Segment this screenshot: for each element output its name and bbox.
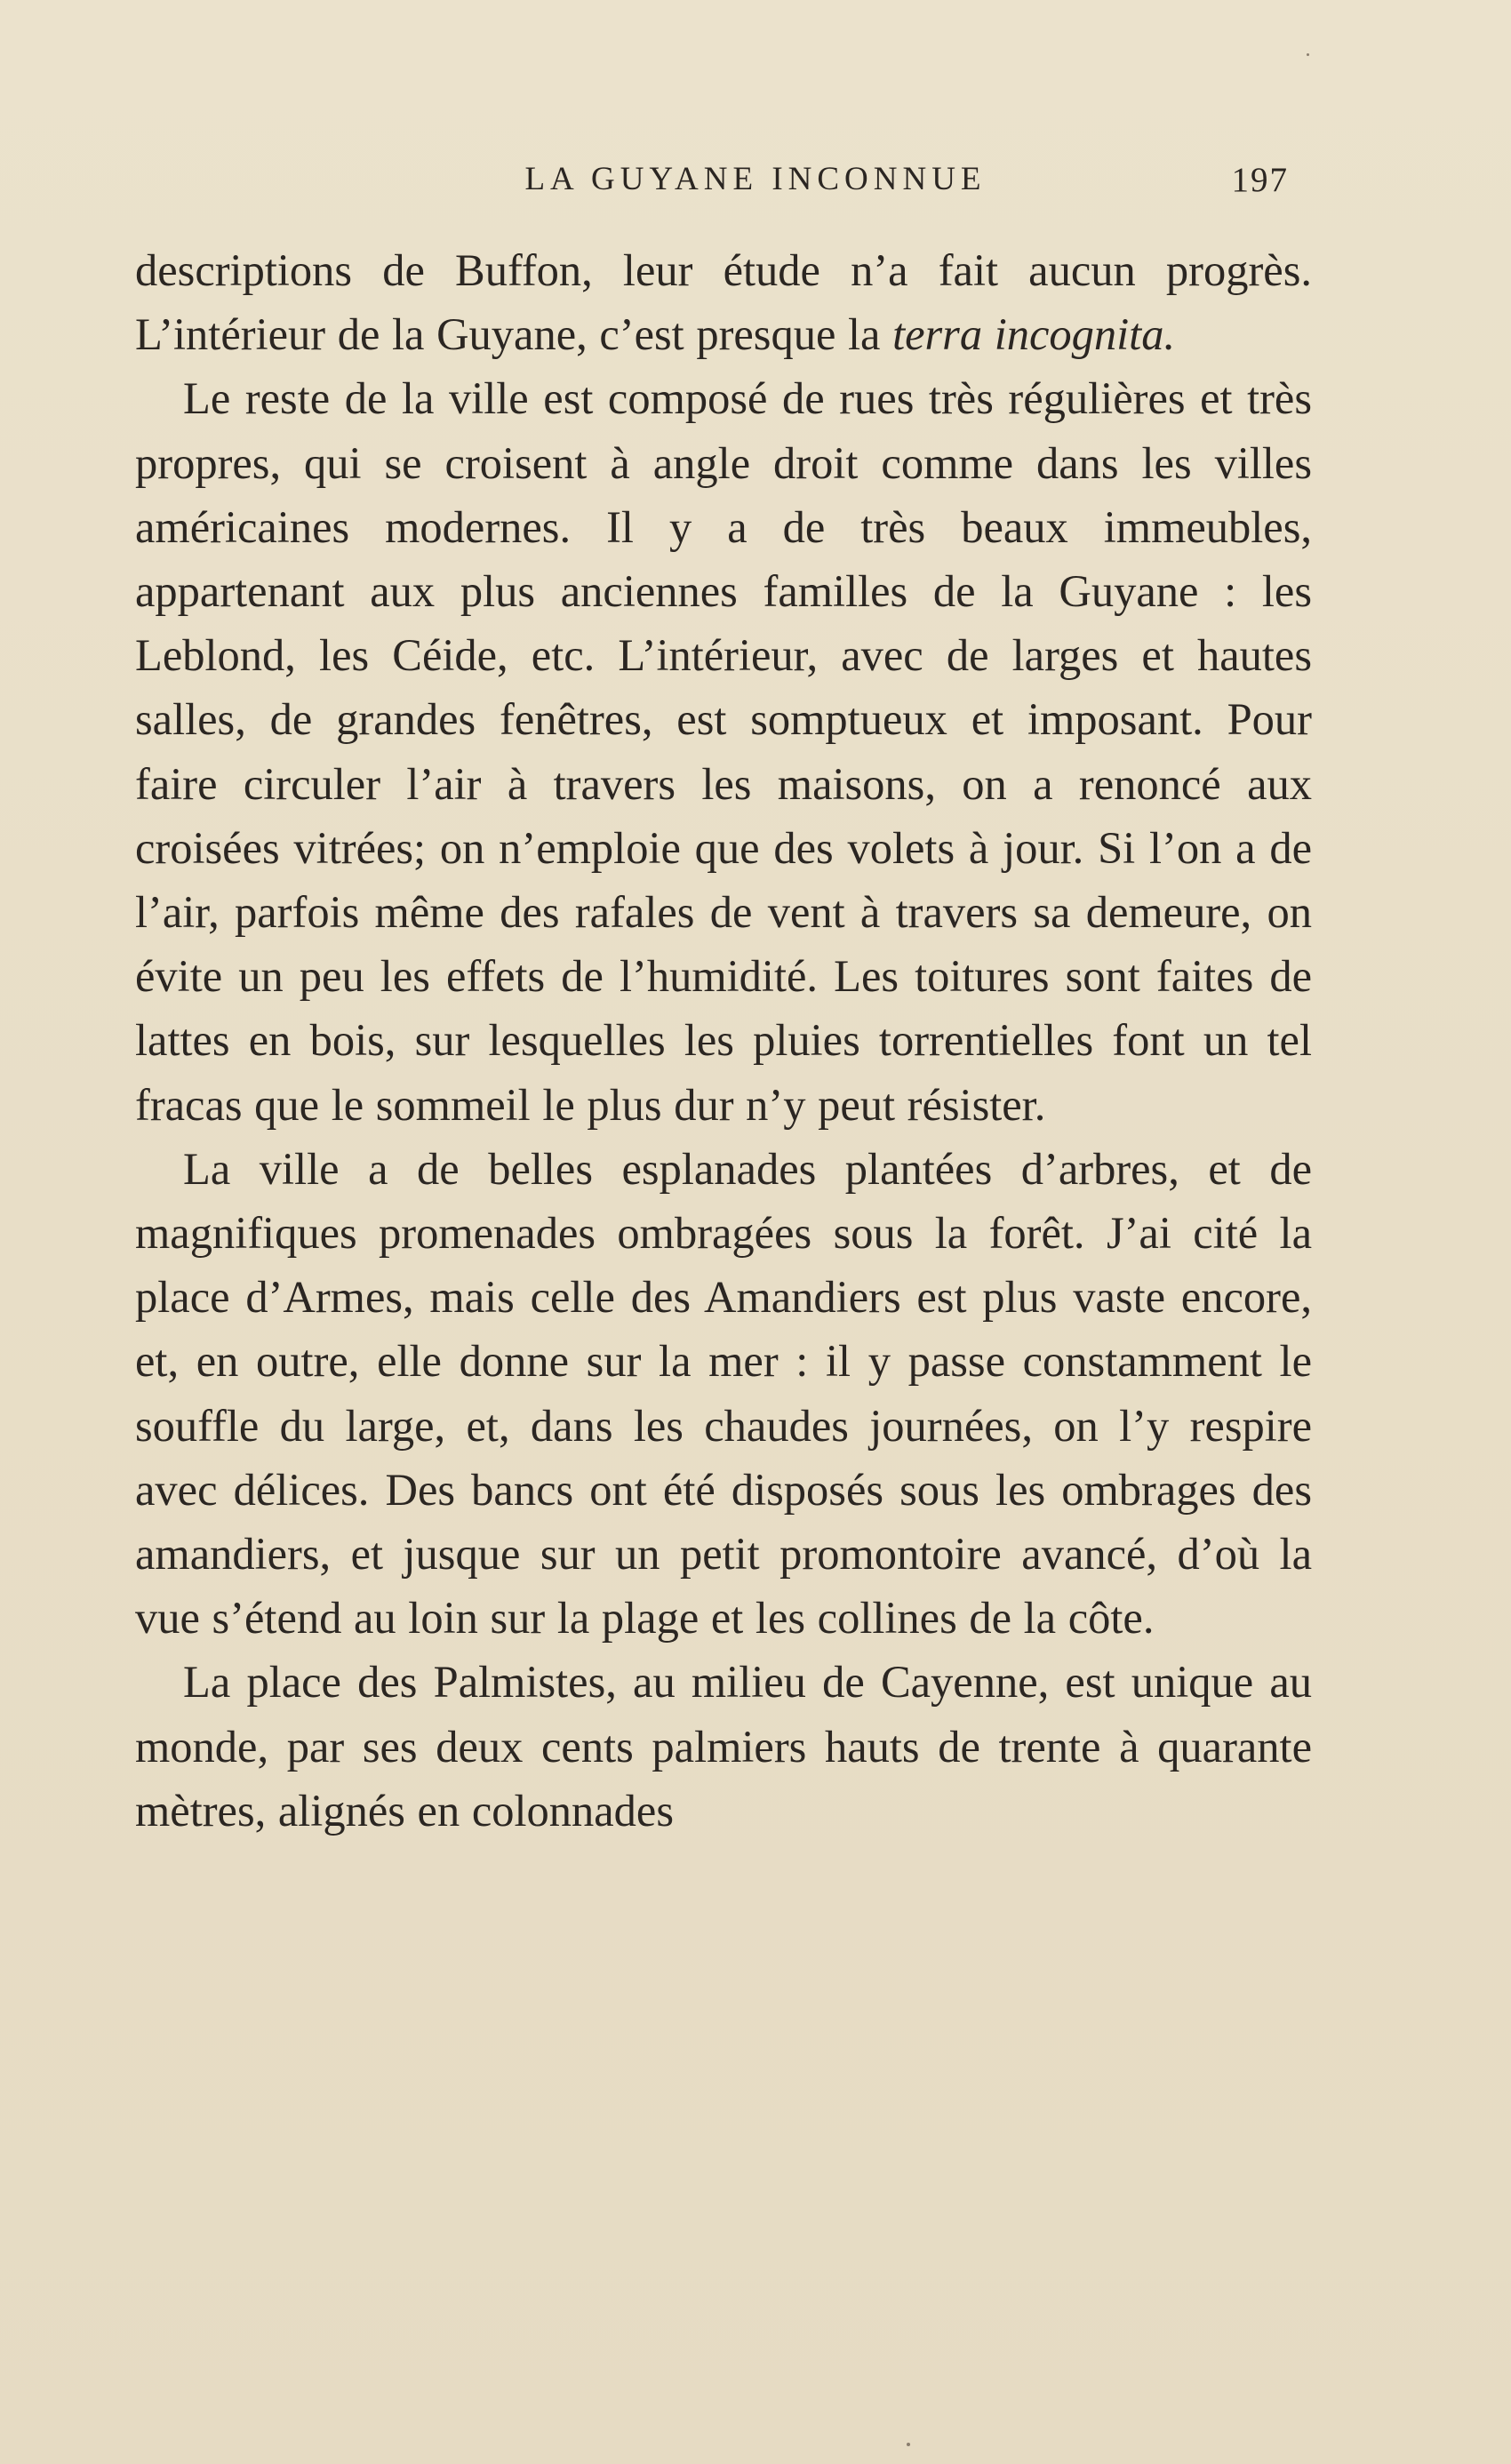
running-head	[0, 160, 1511, 204]
running-title: LA GUYANE INCONNUE	[524, 161, 987, 197]
paragraph-3: La ville a de belles esplanades plantées d’arbres, et de magnifiques promenades ombragées sous la forêt. J’ai cité la place d’Armes, mais celle des Amandiers est plus vaste encore, et, en outre, elle donne sur la mer : il y passe constamment le souffle du large, et, dans les chaudes journées, on l’y respire avec délices. Des bancs ont été disposés sous les ombrages des amandiers, et jusque sur un petit promontoire avancé, d’où la vue s’étend au loin sur la plage et les collines de la côte.	[135, 1143, 1312, 1644]
paper-speck	[1307, 53, 1309, 56]
paragraph-1-text: descriptions de Buffon, leur étude n’a fait aucun progrès. L’intérieur de la Guyane, c’est presque la	[135, 245, 1312, 360]
italic-phrase: terra incognita.	[892, 309, 1176, 360]
paragraph-2: Le reste de la ville est composé de rues très régulières et très propres, qui se croisent à angle droit comme dans les villes américaines modernes. Il y a de très beaux immeubles, appartenant aux plus anciennes familles de la Guyane : les Leblond, les Céide, etc. L’intérieur, avec de larges et hautes salles, de grandes fenêtres, est somptueux et imposant. Pour faire circuler l’air à travers les maisons, on a renoncé aux croisées vitrées; on n’emploie que des volets à jour. Si l’on a de l’air, parfois même des rafales de vent à travers sa demeure, on évite un peu les effets de l’humidité. Les toitures sont faites de lattes en bois, sur lesquelles les pluies torrentielles font un tel fracas que le sommeil le plus dur n’y peut résister.	[135, 373, 1312, 1130]
body-text	[135, 238, 1312, 1843]
paragraph-4: La place des Palmistes, au milieu de Cayenne, est unique au monde, par ses deux cents palmiers hauts de trente à quarante mètres, alignés en colonnades	[135, 1657, 1312, 1836]
page-number: 197	[1231, 161, 1289, 199]
paragraph-continuation	[135, 238, 1312, 366]
paper-speck	[907, 2443, 910, 2446]
